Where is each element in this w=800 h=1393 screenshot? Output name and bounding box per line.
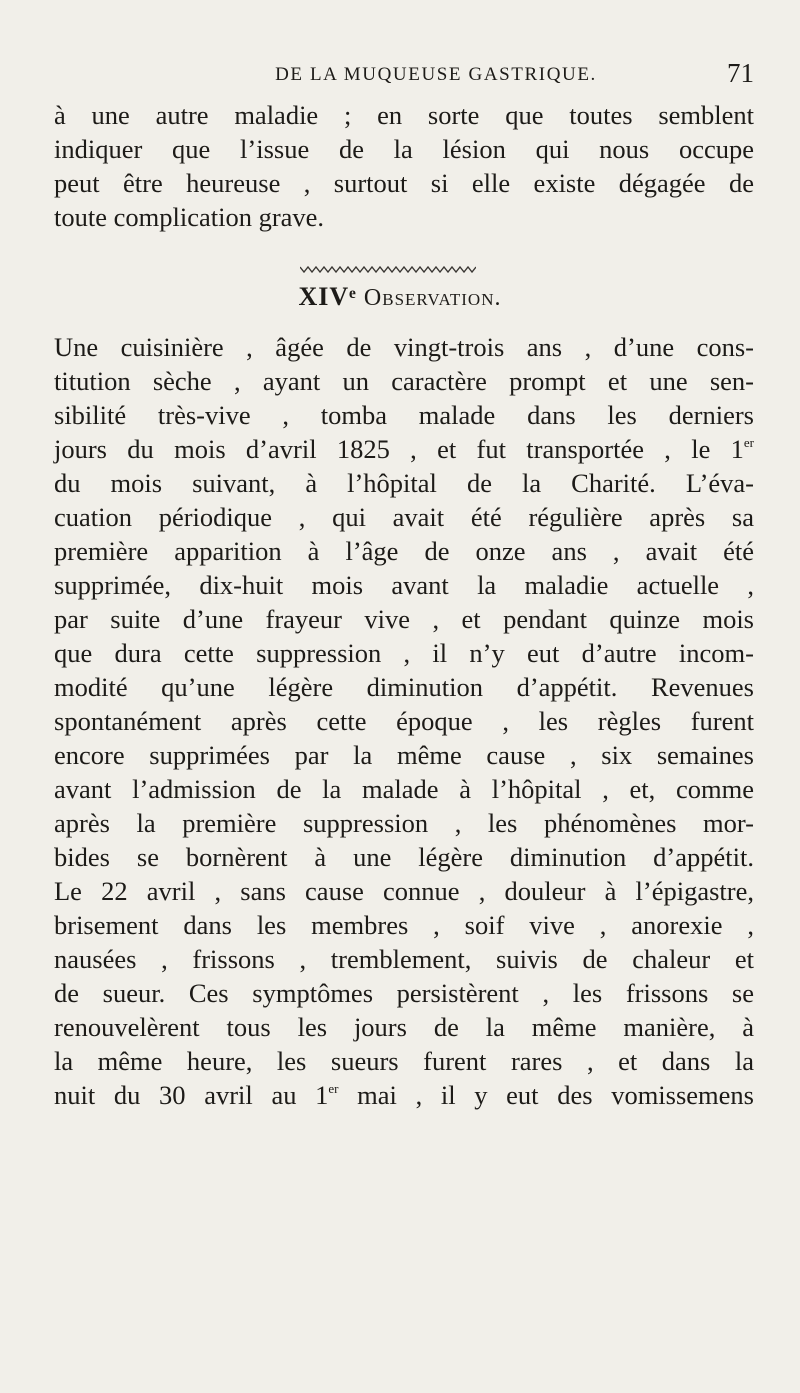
section-number: XIVᵉ <box>298 282 357 311</box>
text-line: après la première suppression , les phénomènes mor- <box>54 808 754 838</box>
section-title: Observation. <box>363 285 502 311</box>
text-line <box>54 432 754 466</box>
text-line: première apparition à l’âge de onze ans , avait été <box>54 536 754 566</box>
text-line: que dura cette suppression , il n’y eut d’autre incom- <box>54 638 754 668</box>
text-line: indiquer que l’issue de la lésion qui nous occupe <box>54 134 754 164</box>
superscript-er: er <box>328 1081 339 1096</box>
text-line: par suite d’une frayeur vive , et pendant quinze mois <box>54 604 754 634</box>
text-line: du mois suivant, à l’hôpital de la Charité. L’éva- <box>54 468 754 498</box>
text-line: peut être heureuse , surtout si elle existe dégagée de <box>54 168 754 198</box>
text-line-last: toute complication grave. <box>54 202 325 232</box>
text-line: Une cuisinière , âgée de vingt-trois ans , d’une cons- <box>54 332 754 362</box>
text-line: encore supprimées par la même cause , six semaines <box>54 740 754 770</box>
text-line: supprimée, dix-huit mois avant la maladie actuelle , <box>54 570 754 600</box>
text-fragment: nuit du 30 avril au 1 <box>54 1080 329 1110</box>
superscript-er: er <box>743 435 754 450</box>
text-line: nausées , frissons , tremblement, suivis de chaleur et <box>54 944 754 974</box>
text-line: cuation périodique , qui avait été régulière après sa <box>54 502 754 532</box>
page-number: 71 <box>727 58 754 88</box>
text-line <box>54 1078 754 1112</box>
text-line: renouvelèrent tous les jours de la même manière, à <box>54 1012 754 1042</box>
text-line: titution sèche , ayant un caractère prompt et une sen- <box>54 366 754 396</box>
text-line: bides se bornèrent à une légère diminution d’appétit. <box>54 842 754 872</box>
text-line: sibilité très-vive , tomba malade dans les derniers <box>54 400 754 430</box>
text-fragment: mai , il y eut des vomissemens <box>338 1080 754 1110</box>
running-head-title: DE LA MUQUEUSE GASTRIQUE. <box>275 64 597 85</box>
text-line: Le 22 avril , sans cause connue , douleur à l’épigastre, <box>54 876 754 906</box>
text-line: la même heure, les sueurs furent rares , et dans la <box>54 1046 754 1076</box>
text-fragment: jours du mois d’avril 1825 , et fut transportée , le 1 <box>54 434 744 464</box>
text-line: de sueur. Ces symptômes persistèrent , les frissons se <box>54 978 754 1008</box>
text-line: modité qu’une légère diminution d’appétit. Revenues <box>54 672 754 702</box>
running-head <box>118 58 754 90</box>
text-line: spontanément après cette époque , les règles furent <box>54 706 754 736</box>
text-line: brisement dans les membres , soif vive , anorexie , <box>54 910 754 940</box>
section-heading <box>0 282 800 312</box>
text-line: avant l’admission de la malade à l’hôpital , et, comme <box>54 774 754 804</box>
text-line: à une autre maladie ; en sorte que toutes semblent <box>54 100 754 130</box>
ornamental-separator <box>300 265 476 274</box>
